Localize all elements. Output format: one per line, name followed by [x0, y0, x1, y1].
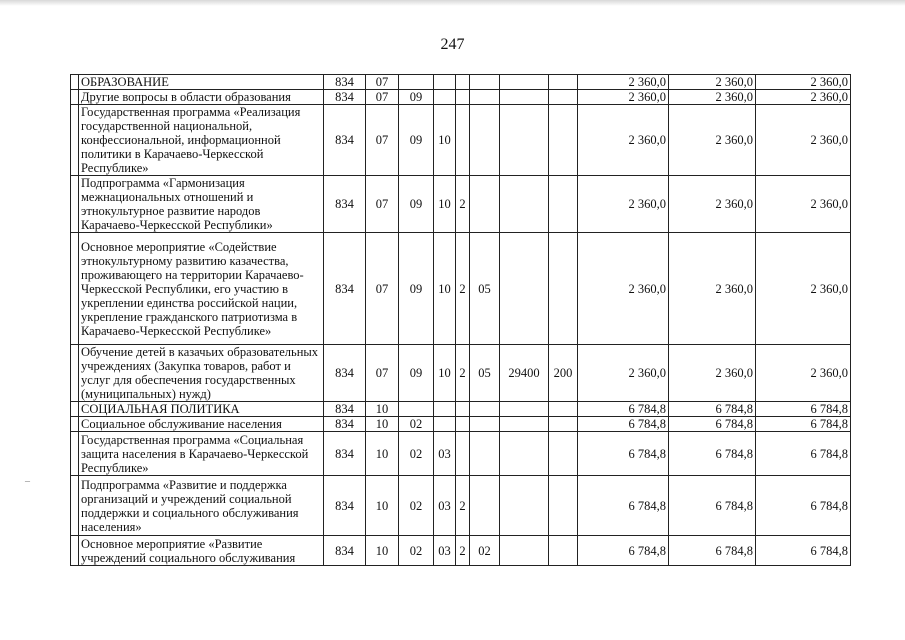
cell-vr — [549, 75, 578, 90]
cell-vr — [549, 402, 578, 417]
cell-s3: 6 784,8 — [756, 432, 851, 476]
cell-ved: 834 — [324, 233, 366, 345]
cell-s3: 6 784,8 — [756, 402, 851, 417]
cell-vr — [549, 90, 578, 105]
table-row — [71, 345, 851, 402]
cell-s1: 2 360,0 — [578, 90, 669, 105]
page-number: 247 — [440, 36, 465, 53]
cell-ved: 834 — [324, 176, 366, 233]
cell-name: Социальное обслуживание населения — [79, 417, 324, 432]
cell-p4 — [500, 476, 549, 536]
cell-s2: 2 360,0 — [669, 176, 756, 233]
cell-s2: 6 784,8 — [669, 476, 756, 536]
cell-p4 — [500, 233, 549, 345]
cell-p4 — [500, 105, 549, 176]
cell-s1: 2 360,0 — [578, 75, 669, 90]
row-margin-cell — [71, 345, 79, 402]
cell-name: Подпрограмма «Гармонизация межнациональных отношений и этнокультурное развитие народов Карачаево-Черкесской Республики» — [79, 176, 324, 233]
row-margin-cell — [71, 176, 79, 233]
cell-p3 — [470, 75, 500, 90]
table-row — [71, 75, 851, 90]
cell-ved: 834 — [324, 476, 366, 536]
cell-pr: 02 — [399, 536, 434, 566]
cell-s3: 2 360,0 — [756, 176, 851, 233]
cell-p3 — [470, 417, 500, 432]
cell-rz: 07 — [366, 90, 399, 105]
cell-p4 — [500, 432, 549, 476]
cell-p2 — [456, 402, 470, 417]
cell-p4 — [500, 402, 549, 417]
cell-p4: 29400 — [500, 345, 549, 402]
cell-s2: 2 360,0 — [669, 90, 756, 105]
cell-s1: 6 784,8 — [578, 476, 669, 536]
table-row — [71, 536, 851, 566]
cell-p1: 03 — [434, 432, 456, 476]
cell-p1: 10 — [434, 345, 456, 402]
cell-rz: 10 — [366, 476, 399, 536]
cell-vr: 200 — [549, 345, 578, 402]
cell-pr: 09 — [399, 176, 434, 233]
cell-p1 — [434, 417, 456, 432]
table-row — [71, 233, 851, 345]
cell-p3 — [470, 105, 500, 176]
cell-s1: 2 360,0 — [578, 176, 669, 233]
cell-p2: 2 — [456, 536, 470, 566]
cell-pr: 09 — [399, 105, 434, 176]
cell-s3: 6 784,8 — [756, 536, 851, 566]
cell-name: Государственная программа «Реализация государственной национальной, конфессиональной, информационной политики в Карачаево-Черкесской Республике» — [79, 105, 324, 176]
cell-p2: 2 — [456, 233, 470, 345]
cell-p1 — [434, 402, 456, 417]
cell-ved: 834 — [324, 536, 366, 566]
cell-pr: 09 — [399, 345, 434, 402]
cell-rz: 07 — [366, 345, 399, 402]
cell-rz: 10 — [366, 402, 399, 417]
cell-s3: 2 360,0 — [756, 75, 851, 90]
cell-p3 — [470, 402, 500, 417]
row-margin-cell — [71, 75, 79, 90]
cell-ved: 834 — [324, 75, 366, 90]
cell-p2: 2 — [456, 345, 470, 402]
cell-p3 — [470, 176, 500, 233]
cell-s2: 6 784,8 — [669, 432, 756, 476]
cell-ved: 834 — [324, 402, 366, 417]
cell-s2: 2 360,0 — [669, 345, 756, 402]
cell-ved: 834 — [324, 105, 366, 176]
table-row — [71, 90, 851, 105]
cell-p2 — [456, 90, 470, 105]
cell-ved: 834 — [324, 345, 366, 402]
cell-vr — [549, 536, 578, 566]
cell-name: Другие вопросы в области образования — [79, 90, 324, 105]
scan-edge — [0, 0, 905, 6]
cell-pr: 09 — [399, 233, 434, 345]
cell-p2: 2 — [456, 176, 470, 233]
cell-s3: 2 360,0 — [756, 345, 851, 402]
cell-vr — [549, 105, 578, 176]
cell-rz: 10 — [366, 432, 399, 476]
cell-name: Обучение детей в казачьих образовательных учреждениях (Закупка товаров, работ и услуг для обеспечения государственных (муниципальных) нужд) — [79, 345, 324, 402]
cell-vr — [549, 417, 578, 432]
cell-rz: 07 — [366, 75, 399, 90]
cell-p4 — [500, 536, 549, 566]
cell-pr — [399, 402, 434, 417]
cell-rz: 07 — [366, 105, 399, 176]
cell-ved: 834 — [324, 432, 366, 476]
cell-name: Основное мероприятие «Содействие этнокультурному развитию казачества, проживающего на территории Карачаево-Черкесской Республики, его участию в укреплении единства российской нации, укрепление гражданского патриотизма в Карачаево-Черкесской Республике» — [79, 233, 324, 345]
scan-mark: – — [25, 476, 30, 487]
row-margin-cell — [71, 536, 79, 566]
row-margin-cell — [71, 402, 79, 417]
cell-p1 — [434, 75, 456, 90]
cell-pr: 02 — [399, 417, 434, 432]
cell-s3: 2 360,0 — [756, 105, 851, 176]
cell-p1: 03 — [434, 536, 456, 566]
cell-p3: 05 — [470, 233, 500, 345]
cell-p2 — [456, 105, 470, 176]
cell-ved: 834 — [324, 417, 366, 432]
cell-p3: 05 — [470, 345, 500, 402]
cell-rz: 10 — [366, 536, 399, 566]
table-row — [71, 402, 851, 417]
row-margin-cell — [71, 90, 79, 105]
cell-p2 — [456, 75, 470, 90]
cell-name: Государственная программа «Социальная защита населения в Карачаево-Черкесской Республике» — [79, 432, 324, 476]
cell-s1: 6 784,8 — [578, 417, 669, 432]
row-margin-cell — [71, 233, 79, 345]
cell-p1: 03 — [434, 476, 456, 536]
cell-name: ОБРАЗОВАНИЕ — [79, 75, 324, 90]
cell-pr — [399, 75, 434, 90]
cell-p3 — [470, 90, 500, 105]
cell-p1: 10 — [434, 176, 456, 233]
table-row — [71, 432, 851, 476]
cell-ved: 834 — [324, 90, 366, 105]
cell-vr — [549, 233, 578, 345]
cell-s1: 6 784,8 — [578, 402, 669, 417]
cell-p4 — [500, 75, 549, 90]
cell-rz: 07 — [366, 233, 399, 345]
cell-s2: 2 360,0 — [669, 105, 756, 176]
row-margin-cell — [71, 432, 79, 476]
cell-s2: 2 360,0 — [669, 233, 756, 345]
cell-rz: 10 — [366, 417, 399, 432]
cell-p2 — [456, 417, 470, 432]
cell-p4 — [500, 417, 549, 432]
cell-rz: 07 — [366, 176, 399, 233]
cell-p1: 10 — [434, 233, 456, 345]
cell-p4 — [500, 176, 549, 233]
table-body — [71, 75, 851, 566]
cell-pr: 02 — [399, 432, 434, 476]
cell-vr — [549, 176, 578, 233]
cell-p3: 02 — [470, 536, 500, 566]
cell-s3: 2 360,0 — [756, 90, 851, 105]
cell-vr — [549, 476, 578, 536]
cell-s1: 2 360,0 — [578, 105, 669, 176]
row-margin-cell — [71, 417, 79, 432]
cell-s1: 6 784,8 — [578, 432, 669, 476]
row-margin-cell — [71, 105, 79, 176]
cell-name: Подпрограмма «Развитие и поддержка организаций и учреждений социальной поддержки и социального обслуживания населения» — [79, 476, 324, 536]
cell-s1: 6 784,8 — [578, 536, 669, 566]
cell-name: СОЦИАЛЬНАЯ ПОЛИТИКА — [79, 402, 324, 417]
table-row — [71, 176, 851, 233]
cell-s2: 6 784,8 — [669, 417, 756, 432]
cell-name: Основное мероприятие «Развитие учреждений социального обслуживания — [79, 536, 324, 566]
row-margin-cell — [71, 476, 79, 536]
cell-s1: 2 360,0 — [578, 233, 669, 345]
cell-p1 — [434, 90, 456, 105]
cell-s2: 6 784,8 — [669, 536, 756, 566]
cell-pr: 02 — [399, 476, 434, 536]
table-row — [71, 417, 851, 432]
table-row — [71, 105, 851, 176]
cell-s1: 2 360,0 — [578, 345, 669, 402]
cell-p1: 10 — [434, 105, 456, 176]
cell-s2: 2 360,0 — [669, 75, 756, 90]
cell-s3: 6 784,8 — [756, 417, 851, 432]
table-row — [71, 476, 851, 536]
cell-p4 — [500, 90, 549, 105]
cell-pr: 09 — [399, 90, 434, 105]
cell-p2 — [456, 432, 470, 476]
cell-s3: 6 784,8 — [756, 476, 851, 536]
cell-p3 — [470, 432, 500, 476]
cell-p2: 2 — [456, 476, 470, 536]
cell-s3: 2 360,0 — [756, 233, 851, 345]
cell-s2: 6 784,8 — [669, 402, 756, 417]
cell-vr — [549, 432, 578, 476]
budget-table — [70, 74, 851, 566]
cell-p3 — [470, 476, 500, 536]
